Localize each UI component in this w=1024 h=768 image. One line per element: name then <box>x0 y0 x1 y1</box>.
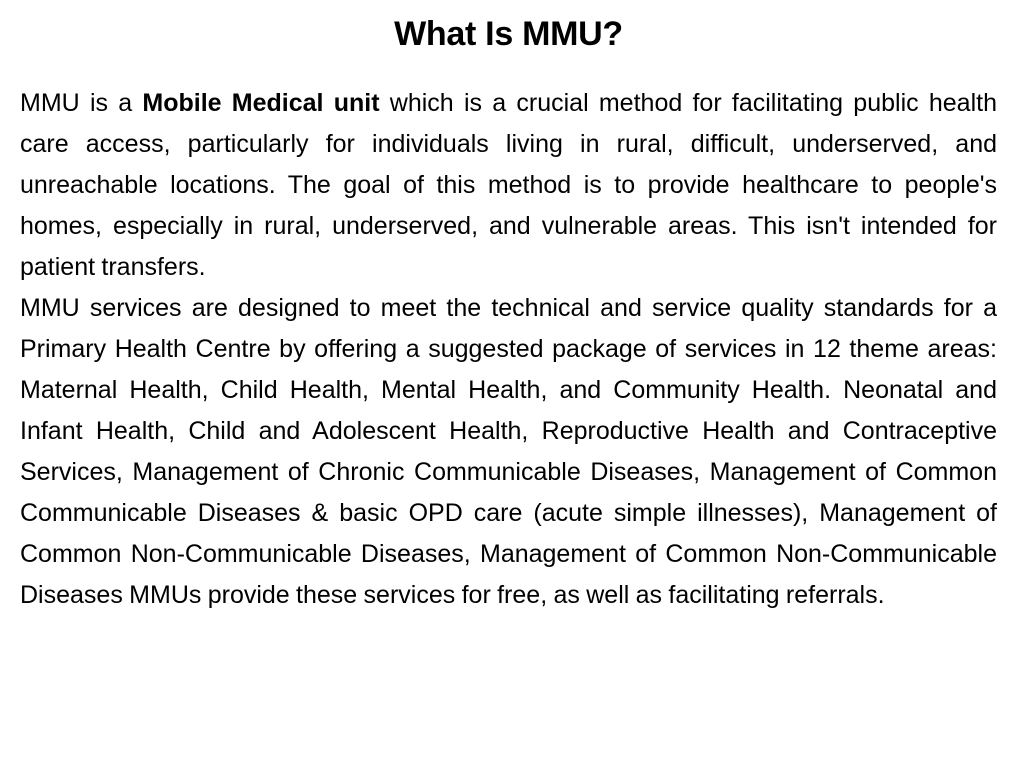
paragraph-services: MMU services are designed to meet the technical and service quality standards for a Primary Health Centre by offering a suggested package of services in 12 theme areas: Maternal Health, Child Health, Mental Health, and Community Health. Neonatal and Infant Health, Child and Adolescent Health, Reproductive Health and Contraceptive Services, Management of Chronic Communicable Diseases, Management of Common Communicable Diseases & basic OPD care (acute simple illnesses), Management of Common Non-Communicable Diseases, Management of Common Non-Communicable Diseases MMUs provide these services for free, as well as facilitating referrals. <box>20 294 997 609</box>
slide-title: What Is MMU? <box>394 15 623 53</box>
paragraph-definition-prefix: MMU is a <box>20 89 143 117</box>
paragraph-definition <box>20 83 997 288</box>
paragraph-definition-suffix: which is a crucial method for facilitating public health care access, particularly for individuals living in rural, difficult, underserved, and unreachable locations. The goal of this method is to provide healthcare to people's homes, especially in rural, underserved, and vulnerable areas. This isn't intended for patient transfers. <box>20 89 997 281</box>
slide-body <box>20 83 997 616</box>
mobile-medical-unit-emphasis: Mobile Medical unit <box>142 89 380 117</box>
